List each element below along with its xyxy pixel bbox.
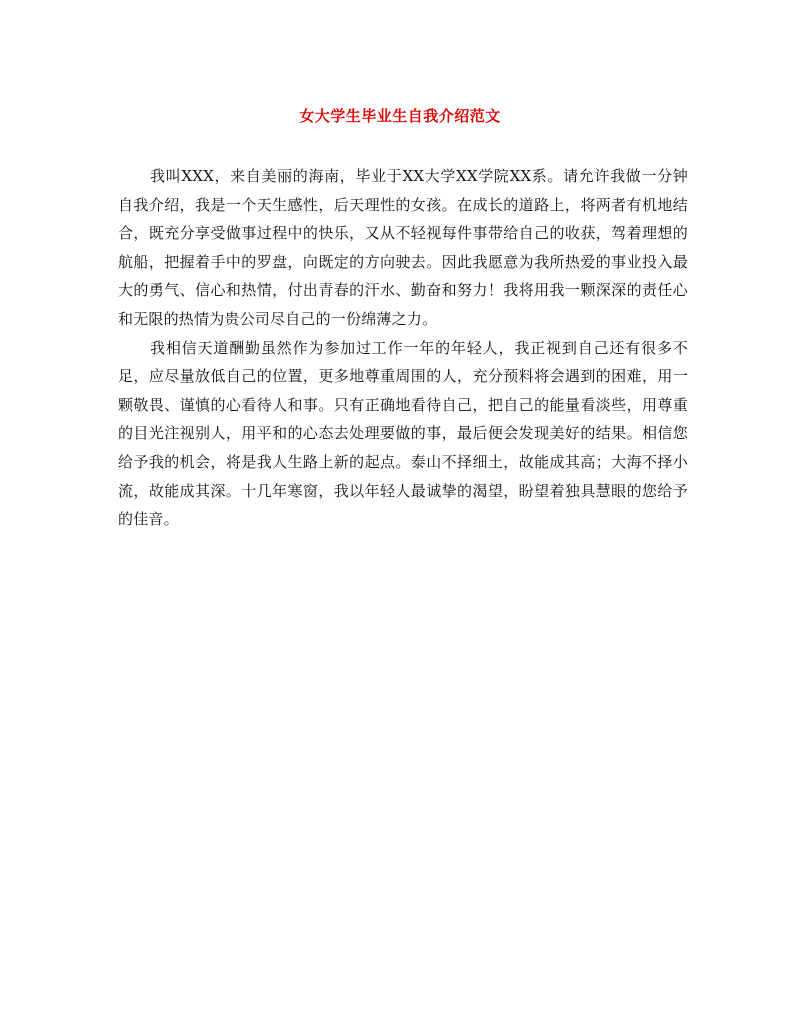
paragraph-2: 我相信天道酬勤虽然作为参加过工作一年的年轻人，我正视到自己还有很多不足，应尽量放低自己的位置，更多地尊重周围的人，充分预料将会遇到的困难，用一颗敬畏、谨慎的心看待人和事。只有正确地看待自己，把自己的能量看淡些，用尊重的目光注视别人，用平和的心态去处理要做的事，最后便会发现美好的结果。相信您给予我的机会，将是我人生路上新的起点。泰山不择细土，故能成其高；大海不择小流，故能成其深。十几年寒窗，我以年轻人最诚挚的渴望，盼望着独具慧眼的您给予的佳音。 [118, 338, 688, 529]
paragraph-1: 我叫XXX，来自美丽的海南，毕业于XX大学XX学院XX系。请允许我做一分钟自我介绍，我是一个天生感性，后天理性的女孩。在成长的道路上，将两者有机地结合，既充分享受做事过程中的快乐，又从不轻视每件事带给自己的收获，驾着理想的航船，把握着手中的罗盘，向既定的方向驶去。因此我愿意为我所热爱的事业投入最大的勇气、信心和热情，付出青春的汗水、勤奋和努力！我将用我一颗深深的责任心和无限的热情为贵公司尽自己的一份绵薄之力。 [118, 167, 688, 328]
document-title: 女大学生毕业生自我介绍范文 [299, 107, 501, 125]
document-body [118, 162, 688, 534]
